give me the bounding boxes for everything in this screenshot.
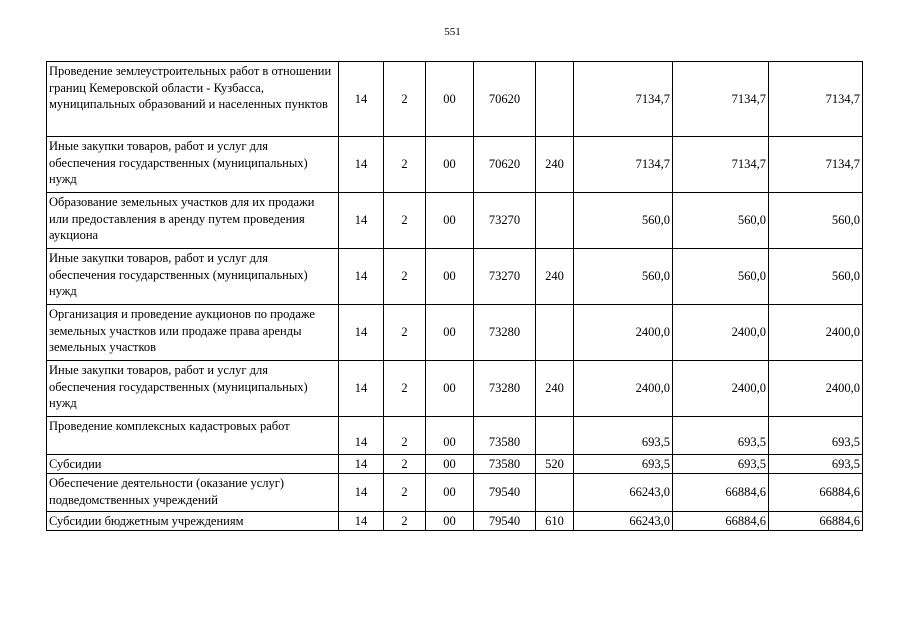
cell-sum-2: 693,5: [673, 417, 769, 455]
cell-program: 00: [426, 512, 474, 531]
cell-sum-2: 7134,7: [673, 62, 769, 137]
cell-sum-3: 693,5: [769, 417, 863, 455]
cell-section: 14: [339, 474, 384, 512]
cell-sum-2: 560,0: [673, 193, 769, 249]
cell-section: 14: [339, 62, 384, 137]
cell-expense-type: [536, 305, 574, 361]
cell-program: 00: [426, 137, 474, 193]
cell-sum-3: 2400,0: [769, 361, 863, 417]
row-name: Иные закупки товаров, работ и услуг для обеспечения государственных (муниципальных) нужд: [47, 361, 339, 417]
cell-section: 14: [339, 193, 384, 249]
cell-section: 14: [339, 137, 384, 193]
table-row: [47, 137, 863, 193]
cell-section: 14: [339, 417, 384, 455]
cell-program: 00: [426, 417, 474, 455]
cell-expense-type: 520: [536, 455, 574, 474]
cell-sum-3: 66884,6: [769, 474, 863, 512]
table-row: [47, 417, 863, 455]
cell-section: 14: [339, 512, 384, 531]
cell-sum-1: 7134,7: [574, 137, 673, 193]
cell-sum-1: 2400,0: [574, 305, 673, 361]
row-name: Иные закупки товаров, работ и услуг для обеспечения государственных (муниципальных) нужд: [47, 137, 339, 193]
row-name: Проведение комплексных кадастровых работ: [47, 417, 339, 455]
cell-subsection: 2: [384, 193, 426, 249]
table-row: [47, 62, 863, 137]
cell-code: 73580: [474, 455, 536, 474]
cell-expense-type: [536, 62, 574, 137]
table-body: [47, 62, 863, 531]
cell-expense-type: 240: [536, 137, 574, 193]
cell-sum-1: 693,5: [574, 455, 673, 474]
row-name: Образование земельных участков для их продажи или предоставления в аренду путем проведения аукциона: [47, 193, 339, 249]
page-number: 551: [444, 26, 461, 38]
cell-section: 14: [339, 455, 384, 474]
row-name: Проведение землеустроительных работ в отношении границ Кемеровской области - Кузбасса, муниципальных образований и населенных пунктов: [47, 62, 339, 137]
table-row: [47, 305, 863, 361]
cell-sum-1: 693,5: [574, 417, 673, 455]
cell-code: 73580: [474, 417, 536, 455]
table-row: [47, 474, 863, 512]
cell-code: 70620: [474, 137, 536, 193]
cell-program: 00: [426, 249, 474, 305]
cell-sum-2: 2400,0: [673, 305, 769, 361]
table-row: [47, 361, 863, 417]
table-row: [47, 193, 863, 249]
cell-sum-1: 2400,0: [574, 361, 673, 417]
cell-code: 79540: [474, 512, 536, 531]
cell-sum-2: 693,5: [673, 455, 769, 474]
cell-code: 73270: [474, 249, 536, 305]
cell-program: 00: [426, 193, 474, 249]
cell-expense-type: 610: [536, 512, 574, 531]
cell-subsection: 2: [384, 455, 426, 474]
cell-code: 73280: [474, 305, 536, 361]
cell-code: 73280: [474, 361, 536, 417]
cell-sum-3: 560,0: [769, 249, 863, 305]
cell-sum-1: 66243,0: [574, 512, 673, 531]
cell-sum-1: 560,0: [574, 249, 673, 305]
row-name: Субсидии бюджетным учреждениям: [47, 512, 339, 531]
row-name: Иные закупки товаров, работ и услуг для обеспечения государственных (муниципальных) нужд: [47, 249, 339, 305]
budget-table: [46, 61, 863, 531]
cell-sum-2: 560,0: [673, 249, 769, 305]
cell-subsection: 2: [384, 249, 426, 305]
cell-subsection: 2: [384, 512, 426, 531]
cell-expense-type: [536, 474, 574, 512]
cell-sum-2: 2400,0: [673, 361, 769, 417]
cell-program: 00: [426, 305, 474, 361]
cell-sum-3: 2400,0: [769, 305, 863, 361]
cell-program: 00: [426, 455, 474, 474]
cell-subsection: 2: [384, 305, 426, 361]
table-row: [47, 512, 863, 531]
cell-sum-1: 66243,0: [574, 474, 673, 512]
cell-program: 00: [426, 361, 474, 417]
cell-subsection: 2: [384, 417, 426, 455]
cell-sum-3: 693,5: [769, 455, 863, 474]
cell-expense-type: [536, 193, 574, 249]
cell-code: 73270: [474, 193, 536, 249]
cell-sum-3: 7134,7: [769, 137, 863, 193]
cell-expense-type: [536, 417, 574, 455]
cell-subsection: 2: [384, 361, 426, 417]
cell-code: 79540: [474, 474, 536, 512]
cell-subsection: 2: [384, 137, 426, 193]
cell-code: 70620: [474, 62, 536, 137]
cell-program: 00: [426, 62, 474, 137]
cell-sum-1: 560,0: [574, 193, 673, 249]
cell-sum-2: 66884,6: [673, 512, 769, 531]
cell-subsection: 2: [384, 474, 426, 512]
cell-sum-3: 7134,7: [769, 62, 863, 137]
cell-expense-type: 240: [536, 249, 574, 305]
cell-sum-1: 7134,7: [574, 62, 673, 137]
cell-sum-2: 66884,6: [673, 474, 769, 512]
row-name: Субсидии: [47, 455, 339, 474]
cell-expense-type: 240: [536, 361, 574, 417]
cell-sum-3: 66884,6: [769, 512, 863, 531]
cell-section: 14: [339, 249, 384, 305]
row-name: Организация и проведение аукционов по продаже земельных участков или продаже права аренды земельных участков: [47, 305, 339, 361]
table-row: [47, 455, 863, 474]
cell-subsection: 2: [384, 62, 426, 137]
cell-sum-2: 7134,7: [673, 137, 769, 193]
cell-program: 00: [426, 474, 474, 512]
cell-section: 14: [339, 361, 384, 417]
row-name: Обеспечение деятельности (оказание услуг) подведомственных учреждений: [47, 474, 339, 512]
cell-section: 14: [339, 305, 384, 361]
cell-sum-3: 560,0: [769, 193, 863, 249]
table-row: [47, 249, 863, 305]
